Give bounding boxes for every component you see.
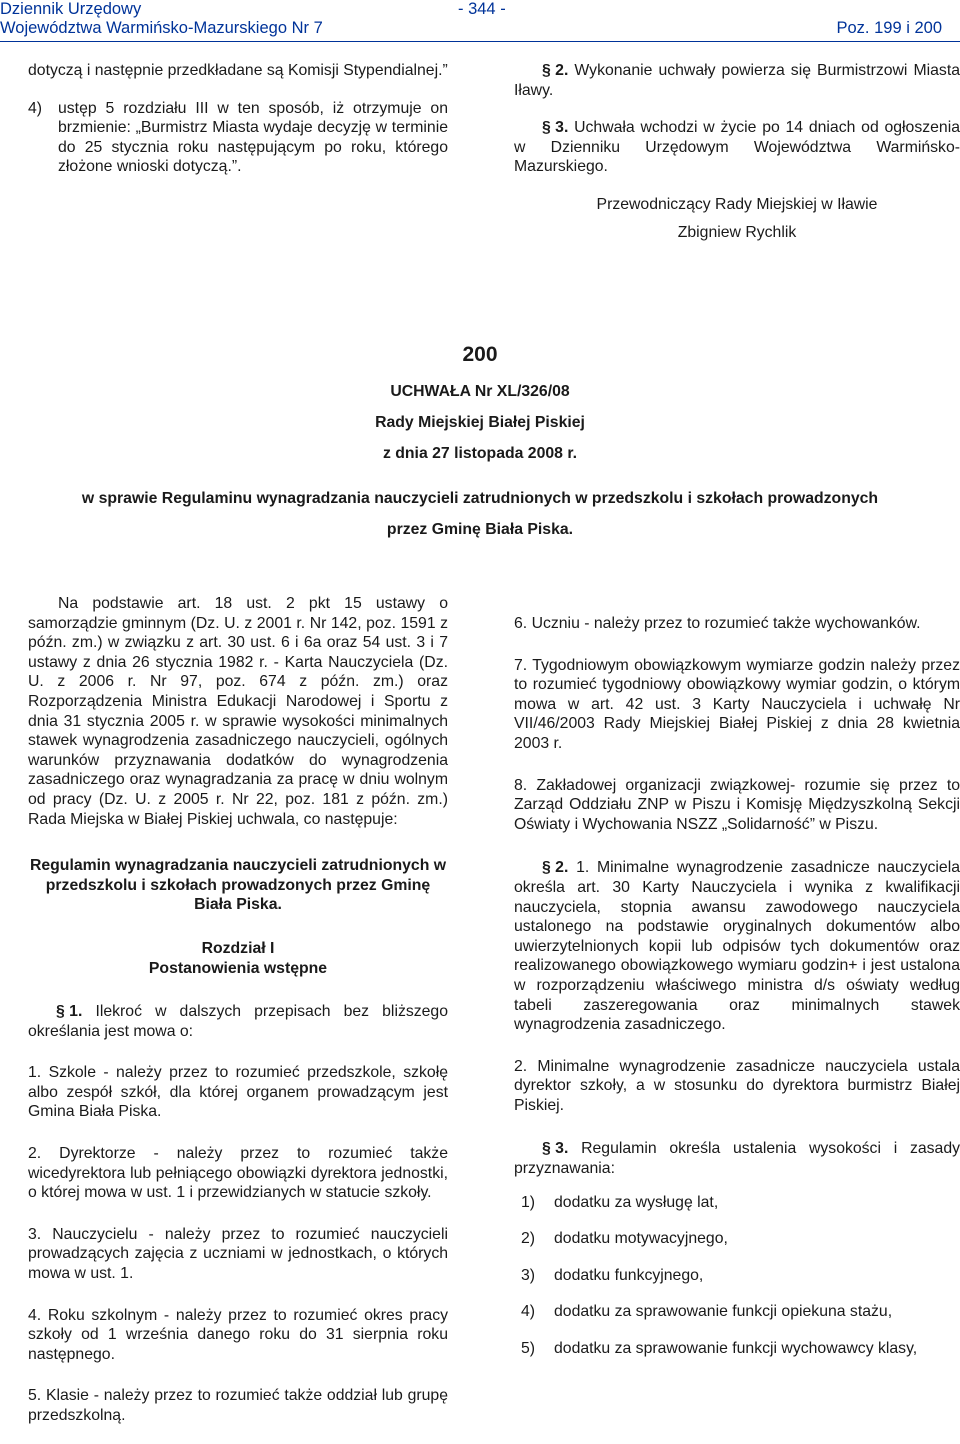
chapter-number: Rozdział I xyxy=(201,939,275,957)
list-item-text: dodatku funkcyjnego, xyxy=(554,1266,704,1284)
resolution-title: UCHWAŁA Nr XL/326/08 xyxy=(390,383,570,400)
list-item-number: 4) xyxy=(521,1303,536,1321)
section-2-paragraph-2: 2. Minimalne wynagrodzenie zasadnicze nauczyciela ustala dyrektor szkoły, a w stosunku do dyrektora burmistrz Białej Piskiej. xyxy=(514,1057,960,1114)
continuation-text xyxy=(28,61,448,177)
resolution-date: z dnia 27 listopada 2008 r. xyxy=(382,445,578,462)
page-header xyxy=(0,0,960,44)
regulation-title: Regulamin wynagradzania nauczycieli zatrudnionych w przedszkolu i szkołach prowadzonych przez Gminę Biała Piska. xyxy=(29,857,447,914)
prior-section-2 xyxy=(514,61,960,100)
section-text: 1. Minimalne wynagrodzenie zasadnicze nauczyciela określa art. 30 Karty Nauczyciela i wynika z kwalifikacji nauczyciela, stopnia awansu zawodowego nauczyciela ustalonego na podstawie oryginalnych dokumentów albo uwierzytelnionych kopii lub odpisów tych dokumentów oraz realizowanego obowiązkowego wymiaru godzin+ i jest ustalona w rozporządzeniu właściwego ministra d/s oświaty według tabeli zaszeregowania oraz minimalnych stawek wynagrodzenia zasadniczego. xyxy=(514,859,960,1034)
section-text: Wykonanie uchwały powierza się Burmistrzowi Miasta Iławy. xyxy=(514,62,960,99)
chairman-title: Przewodniczący Rady Miejskiej w Iławie xyxy=(596,195,878,213)
resolution-heading xyxy=(0,340,960,539)
right-column xyxy=(514,614,960,1359)
list-item xyxy=(514,1339,960,1359)
voivodeship-title: Województwa Warmińsko-Mazurskiego Nr 7 xyxy=(0,19,323,37)
definition-5: 5. Klasie - należy przez to rozumieć także oddział lub grupę przedszkolną. xyxy=(28,1387,448,1424)
list-item xyxy=(514,1266,960,1286)
list-item-text: dodatku za sprawowanie funkcji wychowawcy klasy, xyxy=(554,1340,918,1358)
position-ref: Poz. 199 i 200 xyxy=(836,19,942,37)
section-text: Regulamin określa ustalenia wysokości i zasady przyznawania: xyxy=(514,1140,960,1178)
definition-6: 6. Uczniu - należy przez to rozumieć także wychowanków. xyxy=(514,615,921,632)
chapter-title: Postanowienia wstępne xyxy=(148,959,328,977)
preamble: Na podstawie art. 18 ust. 2 pkt 15 ustawy o samorządzie gminnym (Dz. U. z 2001 r. Nr 142, poz. 1591 z późn. zm.) w związku z art. 30 ust. 6 i 6a oraz 54 ust. 3 i 7 ustawy z dnia 26 stycznia 1982 r. - Karta Nauczyciela (Dz. U. z 2006 r. Nr 97, poz. 674 z późn. zm.) oraz Rozporządzenia Ministra Edukacji Narodowej i Sportu z dnia 31 stycznia 2005 r. w sprawie wysokości minimalnych stawek wynagrodzenia zasadniczego nauczycieli, ogólnych warunków przyznawania dodatków do wynagrodzenia zasadniczego oraz wynagradzania za pracę w dniu wolnym od pracy (Dz. U. z 2005 r. Nr 22, poz. 181 z późn. zm.) Rada Miejska w Białej Piskiej uchwala, co następuje: xyxy=(28,595,448,828)
amendment-number: 4) xyxy=(28,99,43,117)
definition-1: 1. Szkole - należy przez to rozumieć przedszkole, szkołę albo zespół szkół, dla której organem prowadzącym jest Gmina Biała Piska. xyxy=(28,1064,448,1121)
continuation-paragraph: dotyczą i następnie przedkładane są Komisji Stypendialnej.” xyxy=(28,62,448,79)
definition-2: 2. Dyrektorze - należy przez to rozumieć także wicedyrektora lub pełniącego obowiązki dyrektora jednostki, o której mowa w ust. 1 i przewidzianych w statucie szkoły. xyxy=(28,1145,448,1202)
section-mark: § 3. xyxy=(542,119,569,137)
definition-3: 3. Nauczycielu - należy przez to rozumieć nauczycieli prowadzących zajęcia z uczniami w jednostkach, o których mowa w ust. 1. xyxy=(28,1225,448,1283)
section-mark: § 1. xyxy=(56,1003,83,1021)
left-column xyxy=(28,594,448,1426)
section-text: Uchwała wchodzi w życie po 14 dniach od ogłoszenia w Dzienniku Urzędowym Województwa Warmińsko-Mazurskiego. xyxy=(514,119,960,176)
definition-4: 4. Roku szkolnym - należy przez to rozumieć okres pracy szkoły od 1 września danego roku do 31 sierpnia roku następnego. xyxy=(28,1306,448,1363)
list-item xyxy=(514,1193,960,1213)
journal-title: Dziennik Urzędowy xyxy=(0,0,142,18)
resolution-subject-1: w sprawie Regulaminu wynagradzania nauczycieli zatrudnionych w przedszkolu i szkołach prowadzonych xyxy=(81,490,879,507)
amendment-text: ustęp 5 rozdziału III w ten sposób, iż otrzymuje on brzmienie: „Burmistrz Miasta wydaje decyzję w terminie do 25 stycznia roku następującym po roku, którego złożone wnioski dotyczą.”. xyxy=(58,99,448,176)
list-item-text: dodatku motywacyjnego, xyxy=(554,1230,728,1248)
page-number: - 344 - xyxy=(458,0,506,18)
section-3 xyxy=(514,1139,960,1178)
list-item-number: 1) xyxy=(521,1193,536,1211)
definition-7: 7. Tygodniowym obowiązkowym wymiarze godzin należy przez to rozumieć tygodniowy obowiązkowy wymiar godzin, o którym mowa w art. 42 ust. 3 Karty Nauczyciela i uchwałę Nr VII/46/2003 Rady Miejskiej Białej Piskiej z dnia 28 kwietnia 2003 r. xyxy=(514,656,960,752)
header-divider xyxy=(0,41,960,42)
resolution-subject-2: przez Gminę Biała Piska. xyxy=(386,521,574,538)
definition-8: 8. Zakładowej organizacji związkowej- rozumie się przez to Zarząd Oddziału ZNP w Piszu i Komisję Międzyszkolną Sekcji Oświaty i Wychowania NSZZ „Solidarność” w Piszu. xyxy=(514,776,960,833)
section-mark: § 2. xyxy=(542,62,569,79)
resolution-council: Rady Miejskiej Białej Piskiej xyxy=(375,414,585,431)
allowance-list xyxy=(514,1193,960,1359)
section-text: Ilekroć w dalszych przepisach bez bliższego określania jest mowa o: xyxy=(28,1003,449,1040)
prior-section-3 xyxy=(514,118,960,177)
section-mark: § 2. xyxy=(542,859,569,877)
section-1 xyxy=(28,1002,448,1041)
resolution-position-number: 200 xyxy=(462,343,498,366)
list-item-text: dodatku za sprawowanie funkcji opiekuna stażu, xyxy=(554,1303,893,1321)
list-item-number: 3) xyxy=(521,1266,536,1284)
amendment-item-4 xyxy=(28,99,448,177)
list-item xyxy=(514,1229,960,1249)
list-item-number: 5) xyxy=(521,1340,536,1358)
list-item-text: dodatku za wysługę lat, xyxy=(554,1193,719,1211)
list-item-number: 2) xyxy=(521,1230,536,1248)
section-mark: § 3. xyxy=(542,1140,569,1158)
list-item xyxy=(514,1302,960,1322)
prior-resolution-end xyxy=(514,61,960,242)
chairman-name: Zbigniew Rychlik xyxy=(677,223,797,241)
section-2 xyxy=(514,858,960,1034)
